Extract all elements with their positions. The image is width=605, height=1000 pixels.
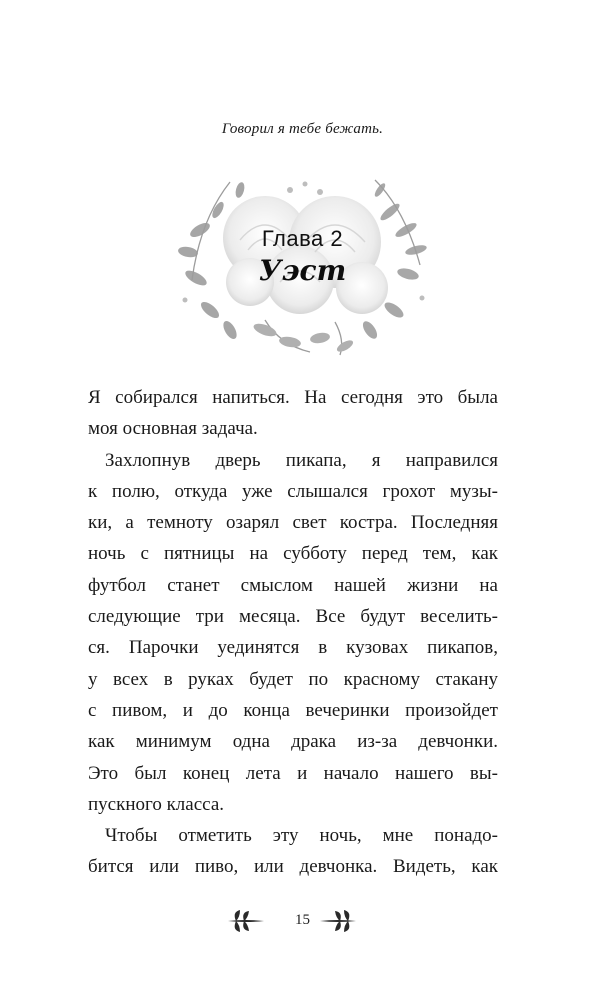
chapter-number: Глава 2	[261, 226, 344, 251]
body-text	[88, 382, 498, 883]
text-line: ки, а темноту озарял свет костра. Последняя	[88, 512, 498, 534]
text-line: ночь с пятницы на субботу перед тем, как	[88, 543, 498, 565]
chapter-title: Уэст	[258, 254, 347, 287]
text-line: моя основная задача.	[88, 418, 258, 440]
text-line: ся. Парочки уединятся в кузовах пикапов,	[88, 637, 498, 659]
text-line: футбол станет смыслом нашей жизни на	[88, 574, 498, 596]
text-line: Захлопнув дверь пикапа, я направился	[105, 449, 498, 471]
text-line: Чтобы отметить эту ночь, мне понадо-	[105, 825, 498, 847]
text-line: Это был конец лета и начало нашего вы-	[88, 762, 498, 784]
page-footer	[0, 908, 605, 938]
text-line: как минимум одна драка из-за девчонки.	[88, 731, 498, 753]
text-line: пускного класса.	[88, 793, 224, 815]
running-header: Говорил я тебе бежать.	[221, 121, 384, 137]
text-line: следующие три месяца. Все будут веселить-	[88, 606, 498, 628]
page-number: 15	[295, 912, 310, 928]
leaf-flourish-right-icon	[318, 908, 358, 934]
text-line: у всех в руках будет по красному стакану	[88, 668, 498, 690]
text-line: Я собирался напиться. На сегодня это была	[88, 387, 498, 408]
text-line: к полю, откуда уже слышался грохот музы-	[88, 480, 498, 502]
text-line: с пивом, и до конца вечеринки произойдет	[88, 699, 498, 721]
text-line: бится или пиво, или девчонка. Видеть, как	[88, 856, 498, 878]
